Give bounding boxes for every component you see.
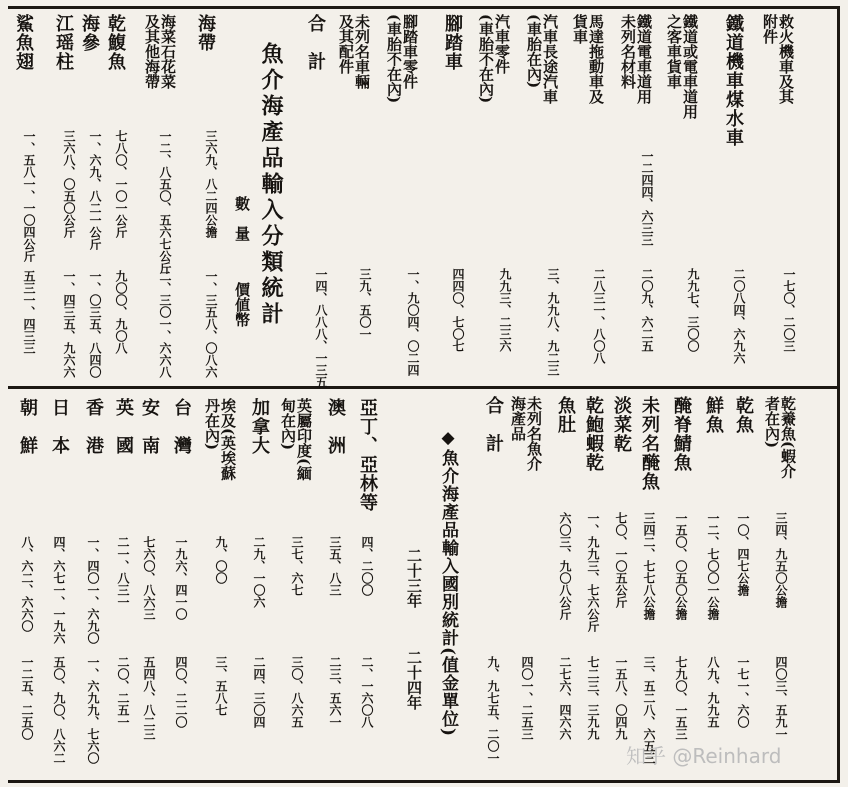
seafood-row-label: 乾鮑蝦乾 xyxy=(583,396,604,472)
row-label: 救火機車及其 附件 xyxy=(761,14,795,104)
fish-row-value: 二、三〇一、六六八 xyxy=(158,270,172,378)
fish-row-value: 五三一、四三三 xyxy=(22,270,36,354)
seafood-row-value: 八九、九九五 xyxy=(706,656,720,728)
seafood-row-quantity: 一〇、四七公擔 xyxy=(736,512,750,596)
fish-row-value: 一、〇三五、八四〇 xyxy=(88,270,102,378)
country-row-23: 二一、八三一 xyxy=(116,536,130,608)
country-row-24: 二〇、二五一 xyxy=(116,656,130,728)
seafood-row-value: 三、五二八、六五三 xyxy=(642,656,656,764)
country-row-24: 二、一六〇八 xyxy=(360,656,374,728)
watermark-text: 知乎 @Reinhard xyxy=(626,744,782,768)
country-row-label: 安 南 xyxy=(139,398,160,455)
country-row-24: 一、六九九、七六〇 xyxy=(86,656,100,764)
seafood-row-quantity: 一、九九三、七六公斤 xyxy=(586,512,600,632)
top-border xyxy=(8,6,840,9)
row-value: 一四、八八八、一三五 xyxy=(314,268,328,388)
row-label: 鐵道機車煤水車 xyxy=(723,14,744,147)
header-year-23: 二十三年 xyxy=(405,548,423,608)
country-row-24: 三、五八七 xyxy=(214,656,228,716)
row-value: 九九七、三〇〇 xyxy=(686,268,700,352)
fish-row-quantity: 三六八、〇五〇公斤 xyxy=(62,130,76,238)
seafood-row-quantity: 三四、九五〇公擔 xyxy=(774,512,788,608)
row-value: 四四〇、七〇七 xyxy=(451,268,465,352)
row-value: 三九、五〇一 xyxy=(358,268,372,340)
country-row-label: 加拿大 xyxy=(249,398,270,455)
header-value: 價値幣 xyxy=(233,282,251,327)
country-row-23: 四、六七一、一九六 xyxy=(52,536,66,644)
row-value: 二〇八四、六九六 xyxy=(732,268,746,364)
seafood-row-value: 二七六、四六六 xyxy=(558,656,572,740)
row-value: 三、九九八、九二三 xyxy=(546,268,560,376)
country-row-23: 三五、八三 xyxy=(328,536,342,596)
country-row-24: 一二五、二五〇 xyxy=(20,656,34,740)
country-row-23: 三七、六七 xyxy=(290,536,304,596)
country-row-24: 五〇、九〇、八六二 xyxy=(52,656,66,764)
fish-row-value: 一、四三五、九六六 xyxy=(62,270,76,378)
middle-divider xyxy=(8,386,840,389)
country-row-24: 二四、三〇四 xyxy=(252,656,266,728)
header-year-24: 二十四年 xyxy=(405,650,423,710)
country-row-23: 一九六、四一〇 xyxy=(174,536,188,620)
right-border xyxy=(837,6,840,782)
country-row-23: 二九、一〇六 xyxy=(252,536,266,608)
seafood-row-value: 九、九七五、二〇一 xyxy=(486,656,500,764)
row-value: 九九三、二三六 xyxy=(498,268,512,352)
country-row-label: 朝 鮮 xyxy=(17,398,38,455)
country-row-24: 二三、五六一 xyxy=(328,656,342,728)
fish-row-quantity: 七八〇、一〇一公斤 xyxy=(114,130,128,238)
row-label: 汽車零件 (車胎不在內) xyxy=(477,14,511,104)
seafood-row-quantity: 一五〇、〇五〇公擔 xyxy=(674,512,688,620)
row-label: 汽車長途汽車 (車胎在內) xyxy=(525,14,559,104)
seafood-row-quantity: 七〇、一〇五公斤 xyxy=(614,512,628,608)
header-quantity: 數 量 xyxy=(233,196,251,241)
country-row-label: 台 灣 xyxy=(171,398,192,455)
country-row-label: 亞丁、亞林等 xyxy=(357,398,378,512)
country-row-label: 埃及(英埃蘇 丹在內) xyxy=(203,398,237,481)
fish-row-label: 乾鰒魚 xyxy=(105,14,126,71)
row-value: 一、九〇四、〇二四 xyxy=(406,268,420,376)
fish-row-quantity: 一、五八一、一〇四公斤 xyxy=(22,130,36,262)
seafood-row-label: 乾魚 xyxy=(733,396,754,434)
country-row-label: 香 港 xyxy=(83,398,104,455)
fish-row-quantity: 三六九、八二四公擔 xyxy=(204,130,218,238)
row-label: 未列名車輛 及其配件 xyxy=(337,14,371,89)
row-quantity: 一二四四、六三三 xyxy=(640,150,654,246)
seafood-row-value: 四〇一、二五三 xyxy=(520,656,534,740)
seafood-row-label: 未列名魚介 海產品 xyxy=(509,396,543,471)
fish-row-value: 九〇〇、九〇八 xyxy=(114,270,128,354)
seafood-row-quantity: 六〇三、九〇八公斤 xyxy=(558,512,572,620)
seafood-row-value: 四〇三、五九一 xyxy=(774,656,788,740)
country-row-23: 七六〇、八六三 xyxy=(142,536,156,620)
seafood-row-value: 七九〇、一五三 xyxy=(674,656,688,740)
fish-row-label: 海帶 xyxy=(195,14,216,52)
row-label: 鐵道電車道用 未列名材料 xyxy=(619,14,653,104)
country-row-24: 四〇、二二〇 xyxy=(174,656,188,728)
fish-row-label: 海菜石花菜 及其他海帶 xyxy=(143,14,177,89)
country-row-label: 英屬印度(緬 甸在內) xyxy=(279,398,313,481)
seafood-row-label: 合 計 xyxy=(483,396,504,453)
bottom-border xyxy=(8,780,840,783)
fish-row-label: 江瑶柱 xyxy=(53,14,74,71)
seafood-row-label: 未列名醃魚 xyxy=(639,396,660,491)
seafood-row-value: 七二三、三九九 xyxy=(586,656,600,740)
seafood-row-label: 醃脊鯖魚 xyxy=(671,396,692,472)
country-row-23: 八、六二、六六〇 xyxy=(20,536,34,632)
seafood-row-label: 淡菜乾 xyxy=(611,396,632,453)
row-value: 二八三一、八〇八 xyxy=(592,268,606,364)
country-row-24: 三〇、八六五 xyxy=(290,656,304,728)
country-row-23: 一、四〇一、六九〇 xyxy=(86,536,100,644)
fish-row-quantity: 一、六九、八二一公斤 xyxy=(88,130,102,250)
row-label: 腳踏車 xyxy=(442,14,463,71)
fish-row-value: 一、三五八、〇八六 xyxy=(204,270,218,378)
fish-row-quantity: 一二、八五〇、五六七公斤 xyxy=(158,130,172,274)
row-label: 腳踏車零件 (車胎不在內) xyxy=(385,14,419,104)
row-value: 二〇九、六二五 xyxy=(640,268,654,352)
country-row-label: 英 國 xyxy=(113,398,134,455)
seafood-row-value: 一五八、〇四九 xyxy=(614,656,628,740)
country-row-23: 四、二〇〇 xyxy=(360,536,374,596)
country-row-label: 澳 洲 xyxy=(325,398,346,455)
seafood-row-label: 魚肚 xyxy=(555,396,576,434)
fish-row-label: 海參 xyxy=(79,14,100,52)
row-label: 鐵道或電車道用 之客車貨車 xyxy=(665,14,699,119)
country-row-24: 五四八、八二三 xyxy=(142,656,156,740)
row-label: 馬達拖動車及 貨車 xyxy=(571,14,605,104)
fish-row-label: 鯊魚翅 xyxy=(13,14,34,71)
seafood-row-value: 一七一、六〇 xyxy=(736,656,750,728)
country-section-title: ◆魚介海產品輸入國別統計(值金單位) xyxy=(438,428,458,738)
section-title: 魚介海產品輸入分類統計 xyxy=(258,42,284,328)
seafood-row-label: 鮮魚 xyxy=(703,396,724,434)
row-value: 一七〇、二〇三 xyxy=(782,268,796,352)
seafood-row-label: 乾鯗魚(蝦介 者在內) xyxy=(763,396,797,479)
seafood-row-quantity: 一二、七〇〇一公擔 xyxy=(706,512,720,620)
country-row-23: 九、〇〇 xyxy=(214,536,228,584)
country-row-label: 日 本 xyxy=(49,398,70,455)
row-label: 合 計 xyxy=(305,14,326,71)
seafood-row-quantity: 三四二、七七八公擔 xyxy=(642,512,656,620)
